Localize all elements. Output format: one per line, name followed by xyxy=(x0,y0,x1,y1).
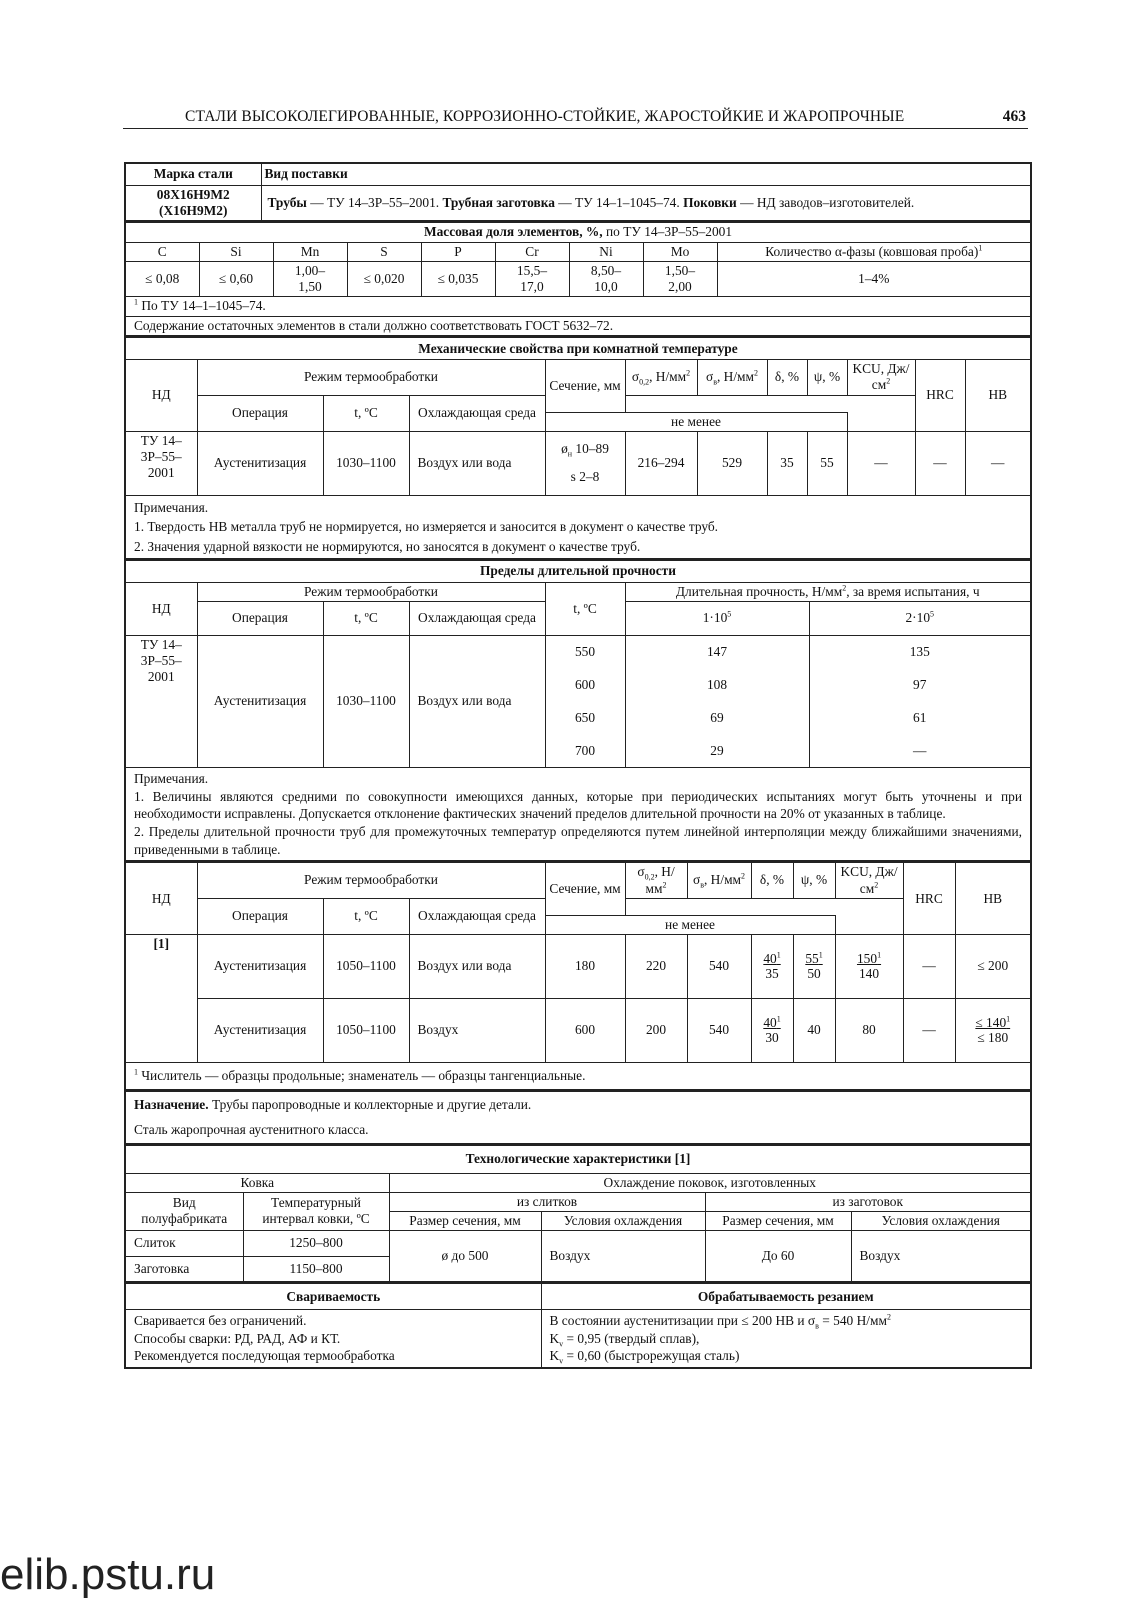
running-title: СТАЛИ ВЫСОКОЛЕГИРОВАННЫЕ, КОРРОЗИОННО-СТОЙКИЕ, ЖАРОСТОЙКИЕ И ЖАРОПРОЧНЫЕ xyxy=(185,108,905,125)
composition-table xyxy=(124,222,1032,338)
composition-title: Массовая доля элементов, %, по ТУ 14–3Р–55–2001 xyxy=(125,222,1031,242)
machin-title: Обрабатываемость резанием xyxy=(541,1284,1031,1310)
mech2-row-1: [1] Аустенитизация 1050–1100 Воздух или вода 180 220 540 $\frac{40^1}{35}$ $\frac{55^1}{50}$ $\frac{150^1}{140}$ — ≤ 200 xyxy=(125,934,1031,998)
weld-machin-table xyxy=(124,1283,1032,1368)
alpha-value: 1–4% xyxy=(717,261,1031,296)
creep-title: Пределы длительной прочности xyxy=(125,560,1031,582)
mechanical-properties-ref-table: НД Режим термообработки Сечение, мм $\sigma_{0,2}$, $Н/мм^2$ $\sigma_в$, $Н/мм^2$ δ, % ψ, % KCU, $Дж/см^2$ HRC НВ Операция t, ºС Охлаждающая среда не менее [1] Аустенитизация 1050–1100 Воздух или вода 180 220 540 $\frac{40^1}{35}$ $\frac{55^1}{50}$ $\frac{150^1}{140}$ — ≤ 200 Аустенитизация 1050–1100 Воздух 600 200 540 $\frac{40^1}{30}$ 40 80 — $\frac{\le 140^1}{\le 180}$ $^1$ Числитель — образцы продольные; знаменатель — образцы тангенциальные. xyxy=(124,862,1032,1091)
purpose-text: Назначение. Трубы паропроводные и коллекторные и другие детали. xyxy=(125,1092,1031,1118)
steel-class: Сталь жаропрочная аустенитного класса. xyxy=(125,1118,1031,1144)
mech-notes: Примечания. 1. Твердость НВ металла труб не нормируется, но измеряется и заносится в документ о качестве труб. 2. Значения ударной вязкости не нормируются, но заносятся в документ о качестве труб. xyxy=(125,495,1031,559)
alpha-header: Количество α-фазы (ковшовая проба)$^1$ xyxy=(717,242,1031,261)
mech2-row-2: Аустенитизация 1050–1100 Воздух 600 200 540 $\frac{40^1}{30}$ 40 80 — $\frac{\le 140^1}{\le 180}$ xyxy=(125,998,1031,1062)
residual-elements-note: Содержание остаточных элементов в стали должно соответствовать ГОСТ 5632–72. xyxy=(125,316,1031,336)
watermark: elib.pstu.ru xyxy=(0,1550,216,1599)
mech2-footnote: $^1$ Числитель — образцы продольные; знаменатель — образцы тангенциальные. xyxy=(125,1062,1031,1090)
not-less-label: не менее xyxy=(545,412,847,431)
page-number: 463 xyxy=(1002,108,1026,125)
weld-title: Свариваемость xyxy=(125,1284,541,1310)
page-header xyxy=(123,106,1028,129)
composition-footnote: $^1$ По ТУ 14–1–1045–74. xyxy=(125,296,1031,316)
weld-text: Сваривается без ограничений. Способы сварки: РД, РАД, АФ и КТ. Рекомендуется последующая термообработка xyxy=(125,1310,541,1368)
grade-label: Марка стали xyxy=(125,163,261,185)
steel-datasheet xyxy=(124,162,1032,1369)
tech-title: Технологические характеристики [1] xyxy=(125,1145,1031,1173)
creep-strength-table: Пределы длительной прочности НД Режим термообработки t, ºС Длительная прочность, $Н/мм^2$, за время испытания, ч Операция t, ºС Охлаждающая среда $1\cdot 10^5$ $2\cdot 10^5$ ТУ 14– 3Р–55– 2001 Аустенитизация 1030–1100 Воздух или вода 550 147 135 600 108 97 650 69 61 700 29 — Примечания. 1. Величины являются средними по совокупности имеющихся данных, которые при периодических испытаниях могут быть уточнены и при необходимости исправлены. Допускается отклонение фактических значений пределов длительной прочности на 20% от указанных в таблице. 2. Пределы длительной прочности труб для промежуточных температур определяются путем линейной интерполяции между ближайшими значениями, приведенными в таблице. xyxy=(124,560,1032,863)
grade-name: 08Х16Н9М2 (Х16Н9М2) xyxy=(125,185,261,221)
creep-notes: Примечания. 1. Величины являются средними по совокупности имеющихся данных, которые при периодических испытаниях могут быть уточнены и при необходимости исправлены. Допускается отклонение фактических значений пределов длительной прочности на 20% от указанных в таблице. 2. Пределы длительной прочности труб для промежуточных температур определяются путем линейной интерполяции между ближайшими значениями, приведенными в таблице. xyxy=(125,768,1031,862)
supply-label: Вид поставки xyxy=(261,163,1031,185)
purpose-table xyxy=(124,1091,1032,1145)
mech-title: Механические свойства при комнатной температуре xyxy=(125,338,1031,360)
grade-table xyxy=(124,162,1032,222)
supply-text: Трубы — ТУ 14–3Р–55–2001. Трубная заготовка — ТУ 14–1–1045–74. Поковки — НД заводов–изготовителей. xyxy=(261,185,1031,221)
composition-values-row: ≤ 0,08 ≤ 0,60 1,00– 1,50 ≤ 0,020 ≤ 0,035 15,5– 17,0 8,50– 10,0 1,50– 2,00 1–4% xyxy=(125,261,1031,296)
mech2-nd: [1] xyxy=(125,934,197,1062)
machin-text: В состоянии аустенитизации при ≤ 200 НВ и $\sigma_в = 540$ $Н/мм^2$ $K_v = 0,95$ (твердый сплав), $K_v = 0,60$ (быстрорежущая сталь) xyxy=(541,1310,1031,1368)
composition-header-row: C Si Mn S P Cr Ni Mo Количество α-фазы (ковшовая проба)$^1$ xyxy=(125,242,1031,261)
mechanical-properties-table: Механические свойства при комнатной температуре НД Режим термообработки Сечение, мм $\sigma_{0,2}$, $Н/мм^2$ $\sigma_в$, $Н/мм^2$ δ, % ψ, % KCU, $Дж/см^2$ HRC НВ Операция t, ºС Охлаждающая среда не менее ТУ 14– 3Р–55– 2001 Аустенитизация 1030–1100 Воздух или вода $ø_н$ 10–89 s 2–8 216–294 529 35 55 — — — Примечания. 1. Твердость НВ металла труб не нормируется, но измеряется и заносится в документ о качестве труб. 2. Значения ударной вязкости не нормируются, но заносятся в документ о качестве труб. xyxy=(124,337,1032,560)
tech-table: Технологические характеристики [1] Ковка Охлаждение поковок, изготовленных Вид полуфабриката Температурный интервал ковки, ºС из слитков из заготовок Размер сечения, мм Условия охлаждения Размер сечения, мм Условия охлаждения Слиток 1250–800 ø до 500 Воздух До 60 Воздух Заготовка 1150–800 xyxy=(124,1145,1032,1284)
mech-data-row: ТУ 14– 3Р–55– 2001 Аустенитизация 1030–1100 Воздух или вода $ø_н$ 10–89 s 2–8 216–294 529 35 55 — — — xyxy=(125,431,1031,495)
